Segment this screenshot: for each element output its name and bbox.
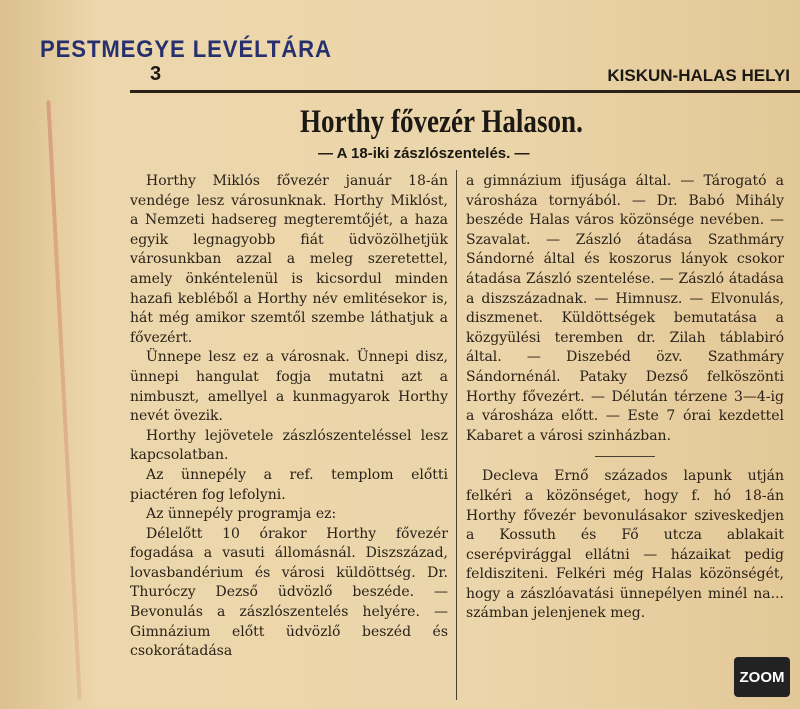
paragraph: Horthy Miklós fővezér január 18-án vendége lesz városunknak. Horthy Miklóst, a Nemzeti hadsereg megteremtőjét, a haza egyik legnagyobb fiát üdvözölhetjük városunkban azzal a meleg szeretettel, amely önkéntelenül is kicsordul minden hazafi kebléből a Horthy név emlitésekor is, hát még amikor szemtől szembe láthatjuk a fővezért. [130, 173, 448, 346]
paragraph: a gimnázium ifjusága által. — Tárogató a városháza tornyából. — Dr. Babó Mihály beszéde Halas város közönsége nevében. — Szavalat. — Zászló átadása Szathmáry Sándorné által és koszorus lányok csokor átadása Zászló szentelése. — Zászló átadása a diszszázadnak. — Himnusz. — Elvonulás, diszmenet. Küldöttségek bemutatása a közgyülési teremben dr. Zilah táblabiró által. — Diszebéd özv. Szathmáry Sándornénál. Pataky Dezső felköszönti Horthy fővezért. — Délután térzene 3—4-ig a városháza előtt. — Este 7 órai kezdettel Kabaret a városi szinházban. [466, 173, 784, 444]
paragraph: Délelőtt 10 órakor Horthy fővezér fogadása a vasuti állomásnál. Diszszázad, lovasbandérium és városi küldöttség. Dr. Thuróczy Dezső üdvözlő beszéde. — Bevonulás a zászlószentelés helyére. — Gimnázium előtt üdvözlő beszéd és csokorátadása [130, 525, 448, 660]
article-column-right [466, 172, 784, 624]
article-column-left [130, 172, 448, 662]
page-number: 3 [150, 63, 162, 85]
article-title: Horthy fővezér Halason. [300, 104, 583, 140]
newspaper-name: KISKUN-HALAS HELYI [607, 66, 790, 85]
red-pencil-mark [46, 100, 81, 699]
archive-stamp: PESTMEGYE LEVÉLTÁRA [40, 36, 332, 63]
paragraph: Az ünnepély programja ez: [146, 506, 337, 523]
zoom-logo: ZOOM [734, 657, 790, 697]
paragraph: Ünnepe lesz ez a városnak. Ünnepi disz, ünnepi hangulat fogja mutatni azt a nimbuszt, amellyel a kunmagyarok Horthy nevét övezik. [130, 349, 448, 425]
section-separator [595, 456, 655, 457]
column-divider [456, 170, 457, 700]
header-rule [130, 90, 800, 93]
paragraph: Decleva Ernő százados lapunk utján felkéri a közönséget, hogy f. hó 18-án Horthy fővezér bevonulásakor sziveskedjen a Kossuth és Fő utcza ablakait cserépvirággal ellátni — házaikat pedig feldisziteni. Felkéri még Halas közönségét, hogy a zászlóavatási ünnepélyen minél na... számban jelenjenek meg. [466, 468, 784, 622]
paragraph: Az ünnepély a ref. templom előtti piactéren fog lefolyni. [130, 466, 448, 503]
paragraph: Horthy lejövetele zászlószenteléssel lesz kapcsolatban. [130, 427, 448, 464]
article-subtitle: — A 18-iki zászlószentelés. — [318, 145, 530, 162]
